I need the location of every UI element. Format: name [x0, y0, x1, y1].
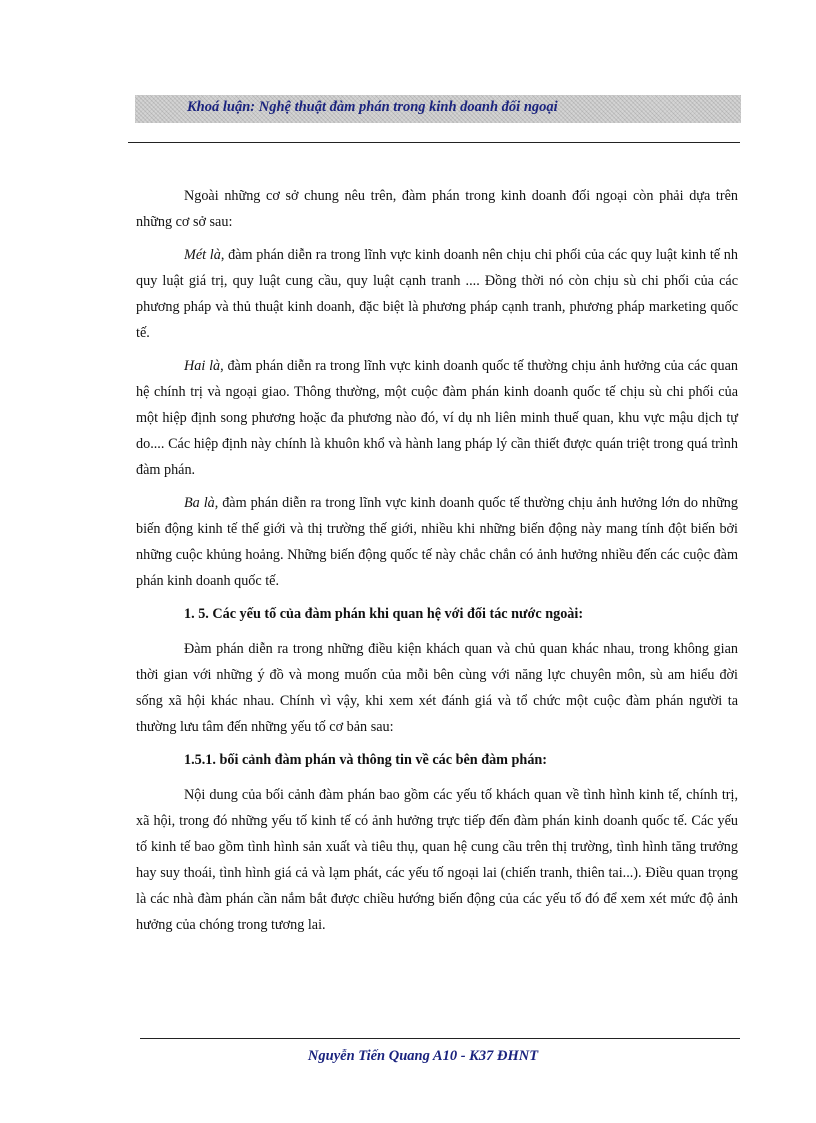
paragraph-factors: Đàm phán diễn ra trong những điều kiện khách quan và chủ quan khác nhau, trong không gian thời gian với những ý đồ và mong muốn của mỗi bên cùng với năng lực chuyên môn, sù am hiểu đời sống xã hội khác nhau. Chính vì vậy, khi xem xét đánh giá và tổ chức một cuộc đàm phán người ta thường lưu tâm đến những yếu tố cơ bản sau:: [136, 641, 738, 735]
document-body: [136, 183, 738, 945]
paragraph-second-point: [136, 353, 738, 483]
second-point-text: , đàm phán diễn ra trong lĩnh vực kinh doanh quốc tế thường chịu ảnh hưởng của các quan hệ chính trị và ngoại giao. Thông thường, một cuộc đàm phán kinh doanh quốc tế chịu sù chi phối của một hiệp định song phương hoặc đa phương nào đó, ví dụ nh liên minh thuế quan, khu vực mậu dịch tự do.... Các hiệp định này chính là khuôn khổ và hành lang pháp lý cần thiết được quán triệt trong quá trình đàm phán.: [136, 358, 738, 478]
footer-divider: [140, 1038, 740, 1039]
third-point-lead: Ba là: [184, 495, 215, 511]
first-point-text: , đàm phán diễn ra trong lĩnh vực kinh doanh nên chịu chi phối của các quy luật kinh tế nh quy luật giá trị, quy luật cung cầu, quy luật cạnh tranh .... Đồng thời nó còn chịu sù chi phối của các phương pháp và thủ thuật kinh doanh, đặc biệt là phương pháp cạnh tranh, phương pháp marketing quốc tế.: [136, 247, 738, 341]
third-point-text: , đàm phán diễn ra trong lĩnh vực kinh doanh quốc tế thường chịu ảnh hưởng lớn do những biến động kinh tế thế giới và thị trường thế giới, nhiều khi những biến động này mang tính đột biến bởi những cuộc khủng hoảng. Những biến động quốc tế này chắc chắn có ảnh hưởng nhiều đến các cuộc đàm phán kinh doanh quốc tế.: [136, 495, 738, 589]
footer-author: Nguyễn Tiến Quang A10 - K37 ĐHNT: [307, 1048, 539, 1064]
paragraph-first-point: [136, 242, 738, 346]
second-point-lead: Hai là: [184, 358, 221, 374]
document-title: Khoá luận: Nghệ thuật đàm phán trong kinh doanh đối ngoại: [187, 99, 558, 115]
paragraph-intro: Ngoài những cơ sở chung nêu trên, đàm phán trong kinh doanh đối ngoại còn phải dựa trên những cơ sở sau:: [136, 188, 738, 230]
section-heading-1-5-1: 1.5.1. bối cảnh đàm phán và thông tin về các bên đàm phán:: [184, 752, 548, 768]
paragraph-third-point: [136, 490, 738, 594]
paragraph-context: Nội dung của bối cảnh đàm phán bao gồm các yếu tố khách quan về tình hình kinh tế, chính trị, xã hội, trong đó những yếu tố kinh tế có ảnh hưởng trực tiếp đến đàm phán kinh doanh quốc tế. Các yếu tố kinh tế bao gồm tình hình sản xuất và tiêu thụ, quan hệ cung cầu trên thị trường, tình hình tăng trưởng hay suy thoái, tình hình giá cả và lạm phát, các yếu tố ngoại lai (chiến tranh, thiên tai...). Điều quan trọng là các nhà đàm phán cần nắm bắt được chiều hướng biến động của các yếu tố đó để xem xét mức độ ảnh hưởng của chóng trong tương lai.: [136, 787, 738, 933]
header-divider: [128, 142, 740, 143]
first-point-lead: Mét là: [184, 247, 221, 263]
section-heading-1-5: 1. 5. Các yếu tố của đàm phán khi quan hệ với đối tác nước ngoài:: [184, 606, 584, 622]
